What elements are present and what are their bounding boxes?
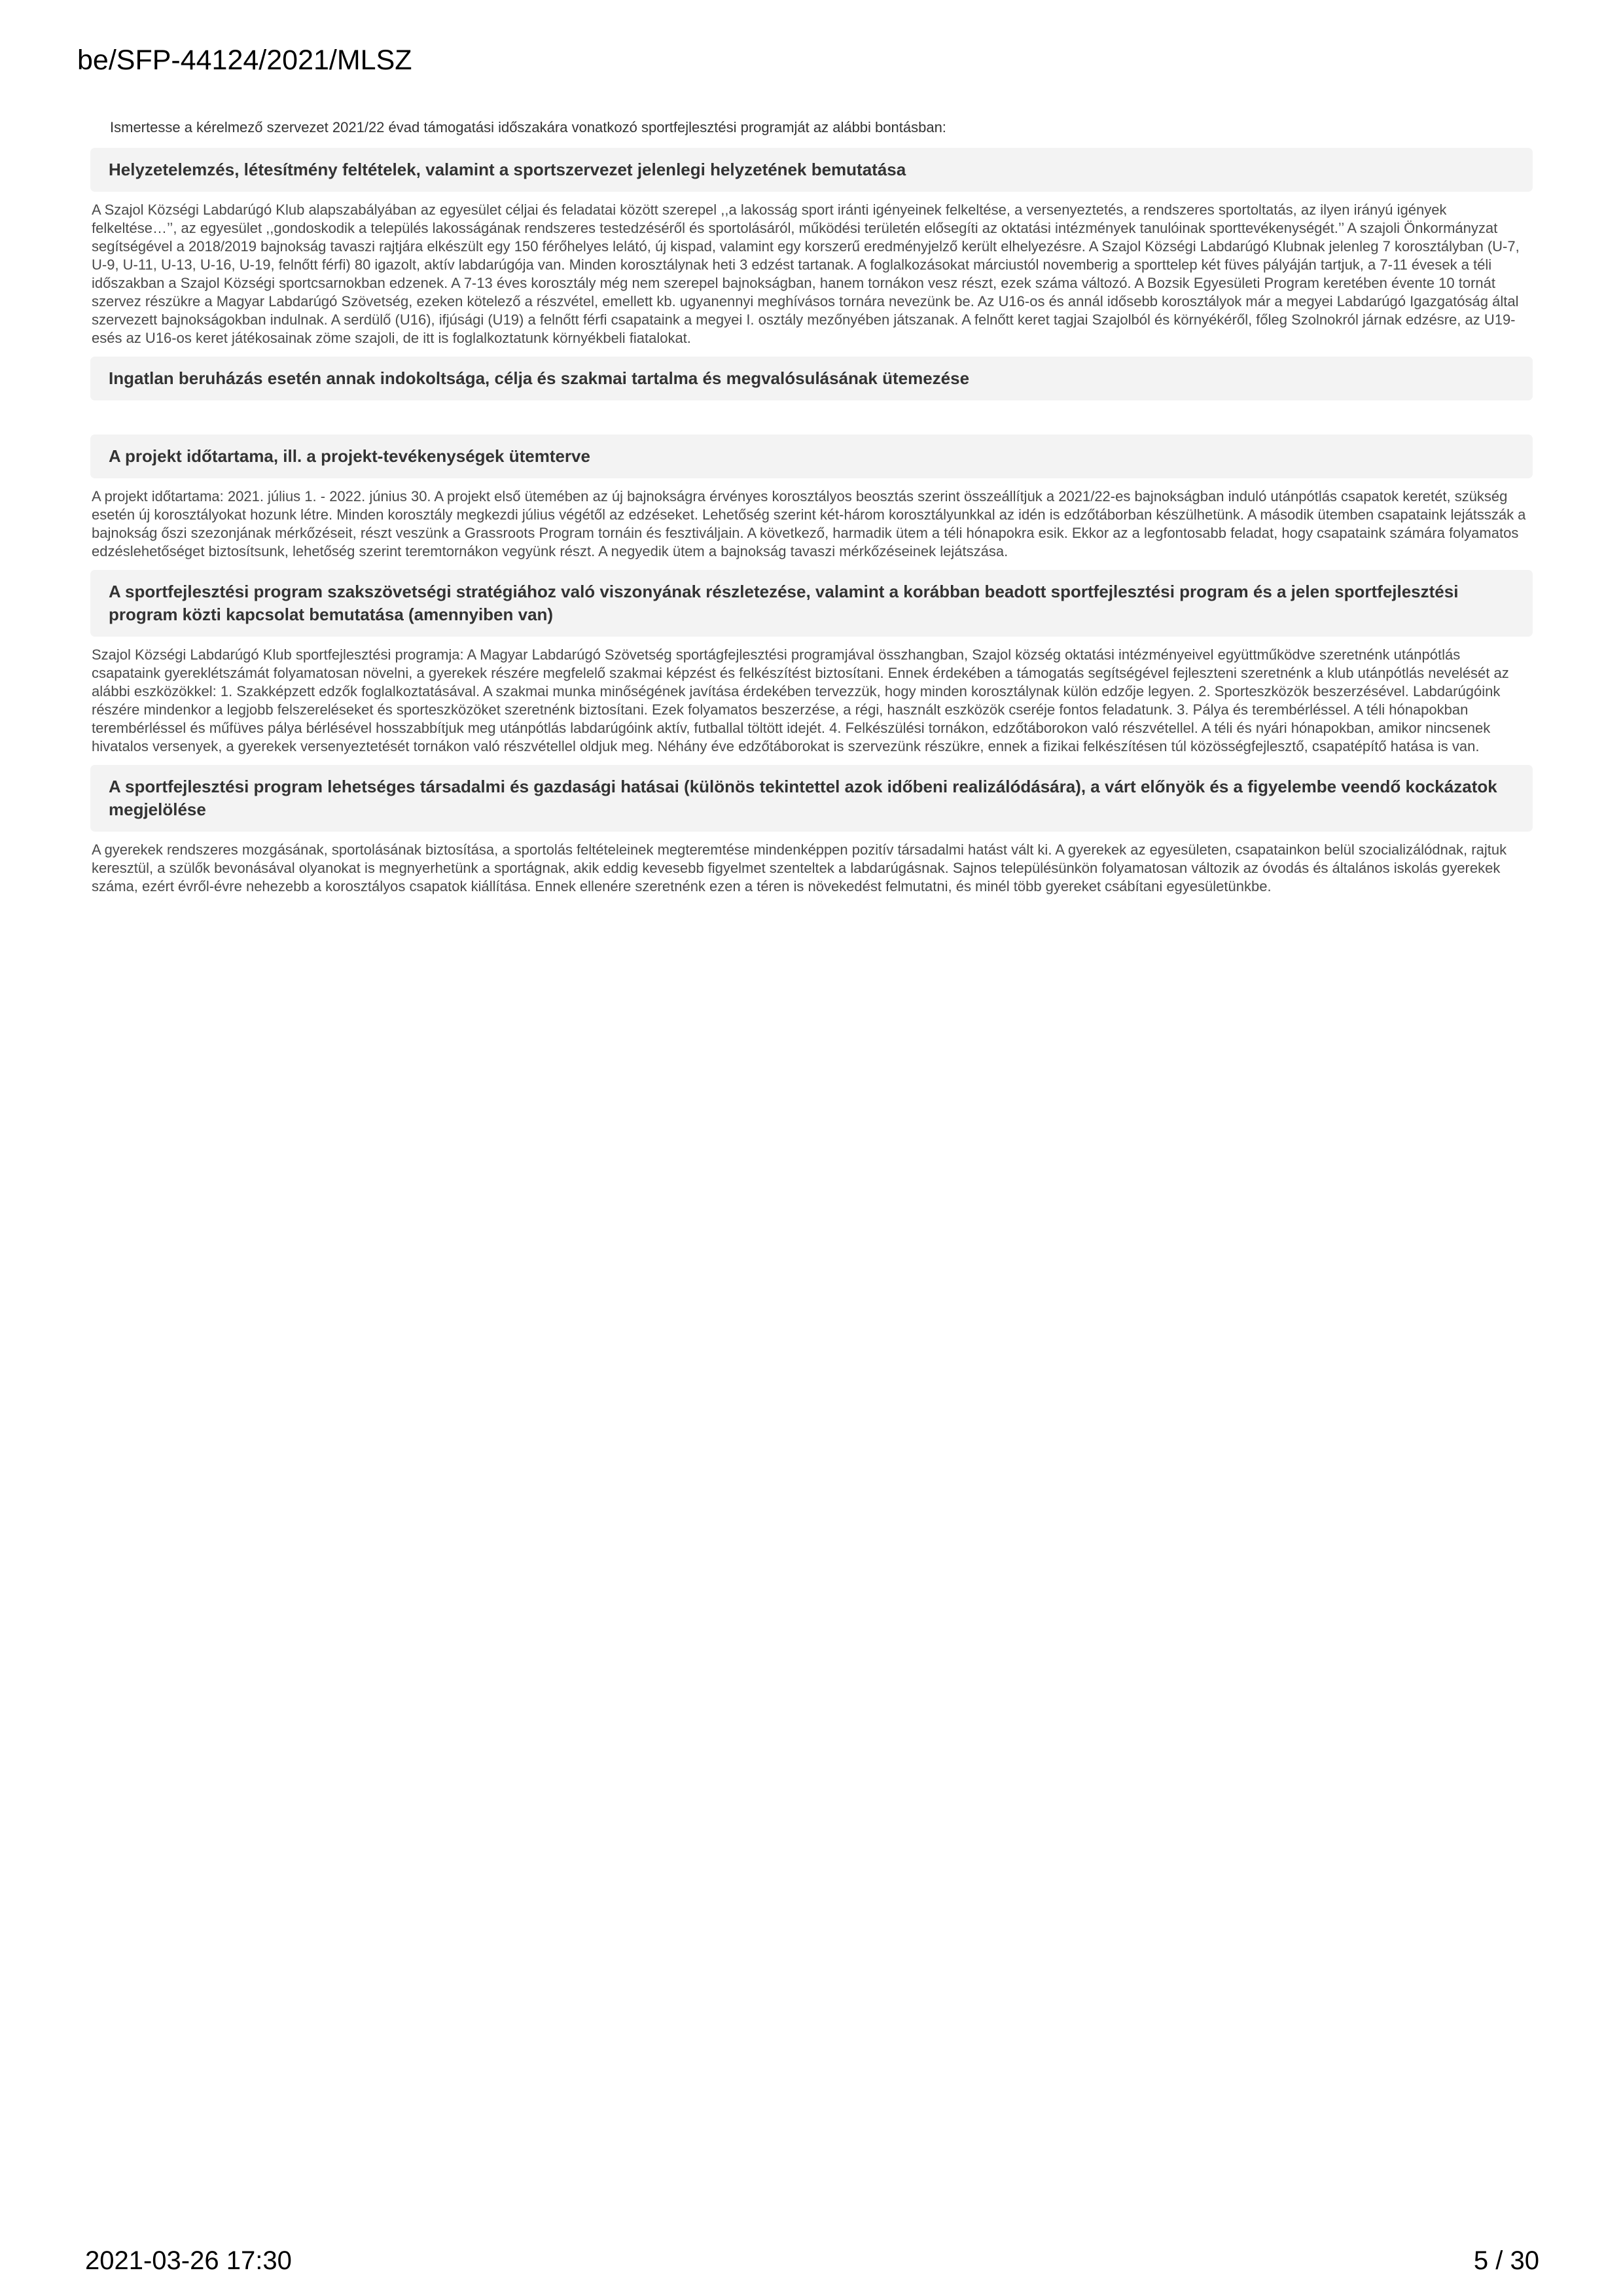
section-title-federation-strategy: A sportfejlesztési program szakszövetségi stratégiához való viszonyának részletezése, valamint a korábban beadott sportfejlesztési program és a jelen sportfejlesztési program közti kapcsolat bemutatása (amennyiben van) <box>90 570 1533 637</box>
section-title-project-schedule: A projekt időtartama, ill. a projekt-tevékenységek ütemterve <box>90 434 1533 478</box>
section-title-situation-analysis: Helyzetelemzés, létesítmény feltételek, valamint a sportszervezet jelenlegi helyzetének bemutatása <box>90 148 1533 192</box>
section-body-federation-strategy: Szajol Községi Labdarúgó Klub sportfejlesztési programja: A Magyar Labdarúgó Szövetség sportágfejlesztési programjával összhangban, Szajol község oktatási intézményeivel együttműködve szeretnénk utánpótlás csapataink gyereklétszámát folyamatosan növelni, a gyerekek részére megfelelő szakmai képzést és felkészítést biztosítani. Ennek érdekében a támogatás segítségével fejleszteni szeretnénk a klub utánpótlás nevelését az alábbi eszközökkel: 1. Szakképzett edzők foglalkoztatásával. A szakmai munka minőségének javítása érdekében tervezzük, hogy minden korosztálynak külön edzője legyen. 2. Sporteszközök beszerzésével. Labdarúgóink részére mindenkor a legjobb felszereléseket és sporteszközöket szeretnénk biztosítani. Ezek folyamatos beszerzése, a régi, használt eszközök cseréje fontos feladatunk. 3. Pálya és terembérléssel. A téli hónapokban terembérléssel és műfüves pálya bérlésével hosszabbítjuk meg utánpótlás labdarúgóink aktív, futballal töltött idejét. 4. Felkészülési tornákon, edzőtáborokon való részvétellel. A téli és nyári hónapokban, amikor nincsenek hivatalos versenyek, a gyerekek versenyeztetését tornákon való részvétellel oldjuk meg. Néhány éve edzőtáborokat is szervezünk részükre, ennek a fizikai felkészítésen túl közösségfejlesztő, csapatépítő hatása is van. <box>92 646 1509 754</box>
section-body-situation-analysis: A Szajol Községi Labdarúgó Klub alapszabályában az egyesület céljai és feladatai között szerepel ,,a lakosság sport iránti igényeinek felkeltése, a versenyeztetés, a rendszeres sportoltatás, az ilyen irányú igények felkeltése…’’, az egyesület ,,gondoskodik a település lakosságának rendszeres testedzéséről és sportolásáról, működési területén elősegíti az oktatási intézmények tanulóinak sporttevékenységét.’’ A szajoli Önkormányzat segítségével a 2018/2019 bajnokság tavaszi rajtjára elkészült egy 150 férőhelyes lelátó, új kispad, valamint egy korszerű eredményjelző került elhelyezésre. A Szajol Községi Labdarúgó Klubnak jelenleg 7 korosztályban (U-7, U-9, U-11, U-13, U-16, U-19, felnőtt férfi) 80 igazolt, aktív labdarúgója van. Minden korosztálynak heti 3 edzést tartanak. A foglalkozásokat márciustól novemberig a sporttelep két füves pályáján tartjuk, a 7-11 évesek a téli időszakban a Szajol Községi sportcsarnokban edzenek. A 7-13 éves korosztály még nem szerepel bajnokságban, hanem tornákon vesz részt, ezek száma változó. A Bozsik Egyesületi Program keretében évente 10 tornát szervez részükre a Magyar Labdarúgó Szövetség, ezeken kötelező a részvétel, emellett kb. ugyanennyi meghívásos tornára nevezünk be. Az U16-os és annál idősebb korosztályok már a megyei Labdarúgó Igazgatóság által szervezett bajnokságokban indulnak. A serdülő (U16), ifjúsági (U19) a felnőtt férfi csapataink a megyei I. osztály mezőnyében játszanak. A felnőtt keret tagjai Szajolból és környékéről, főleg Szolnokról járnak edzésre, az U19-esés az U16-os keret játékosainak zöme szajoli, de itt is foglalkoztatunk környékbeli fiatalokat. <box>92 202 1520 346</box>
section-body-social-economic-impact: A gyerekek rendszeres mozgásának, sportolásának biztosítása, a sportolás feltételeinek megteremtése mindenképpen pozitív társadalmi hatást vált ki. A gyerekek az egyesületen, csapatainkon belül szocializálódnak, rajtuk keresztül, a szülők bevonásával olyanokat is megnyerhetünk a sportágnak, akik eddig kevesebb figyelmet szenteltek a labdarúgásnak. Sajnos településünkön folyamatosan változik az óvodás és általános iskolás gyerekek száma, ezért évről-évre nehezebb a korosztályos csapatok kiállítása. Ennek ellenére szeretnénk ezen a téren is növekedést felmutatni, és minél több gyereket csábítani egyesületünkbe. <box>92 841 1507 894</box>
intro-text: Ismertesse a kérelmező szervezet 2021/22 évad támogatási időszakára vonatkozó sportfejlesztési programját az alábbi bontásban: <box>110 119 946 135</box>
form-content <box>90 118 1533 905</box>
footer-page-number: 5 / 30 <box>1473 2246 1539 2275</box>
section-body-real-estate-investment <box>90 410 1533 425</box>
document-id: be/SFP-44124/2021/MLSZ <box>77 44 412 76</box>
section-body-project-schedule: A projekt időtartama: 2021. július 1. - 2022. június 30. A projekt első ütemében az új bajnokságra érvényes korosztályos beosztás szerint összeállítjuk a 2021/22-es bajnokságban induló utánpótlás csapatok keretét, szükség esetén új korosztályokat hozunk létre. Minden korosztály megkezdi július végétől az edzéseket. Lehetőség szerint két-három korosztályunkkal az idén is edzőtáborban készülhetünk. A második ütemben csapataink lejátsszák a bajnokság őszi szezonjának mérkőzéseit, részt veszünk a Grassroots Program tornáin és fesztiváljain. A következő, harmadik ütem a téli hónapokra esik. Ekkor az a legfontosabb feladat, hogy csapataink számára folyamatos edzéslehetőséget biztosítsunk, lehetőség szerint teremtornákon vegyünk részt. A negyedik ütem a bajnokság tavaszi mérkőzéseinek lejátszása. <box>92 488 1526 559</box>
section-title-social-economic-impact: A sportfejlesztési program lehetséges társadalmi és gazdasági hatásai (különös tekintettel azok időbeni realizálódására), a várt előnyök és a figyelembe veendő kockázatok megjelölése <box>90 765 1533 832</box>
footer-datetime: 2021-03-26 17:30 <box>85 2246 292 2275</box>
section-title-real-estate-investment: Ingatlan beruházás esetén annak indokoltsága, célja és szakmai tartalma és megvalósulásának ütemezése <box>90 357 1533 400</box>
